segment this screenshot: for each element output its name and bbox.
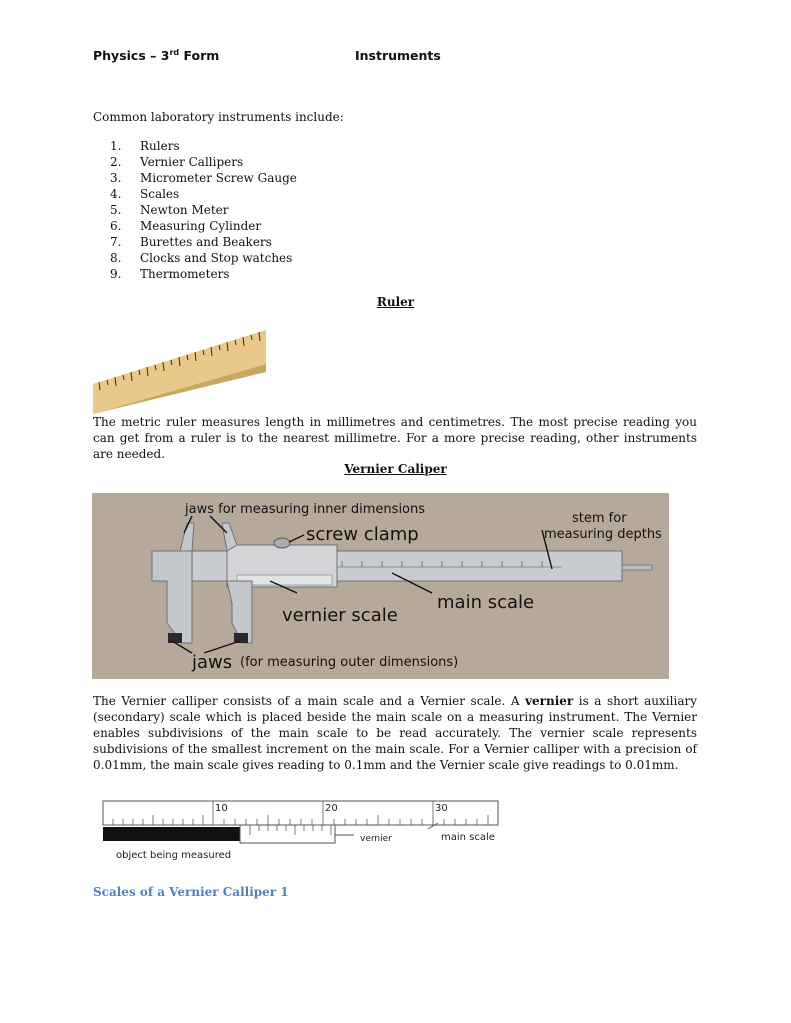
vernier-paragraph	[93, 693, 697, 773]
figure-caption: Scales of a Vernier Calliper 1	[93, 885, 289, 899]
header-subject-end: Form	[179, 48, 220, 64]
list-item	[110, 170, 297, 186]
list-number: 7.	[110, 235, 122, 249]
label-inner-jaws: jaws for measuring inner dimensions	[185, 502, 426, 517]
vernier-scale-diagram	[98, 795, 503, 865]
caliper-stem	[622, 565, 652, 570]
tick-label-30: 30	[435, 803, 448, 814]
main-scale-label: main scale	[441, 832, 495, 843]
vernier-plate	[240, 825, 335, 843]
header-subject-sup: rd	[169, 48, 180, 57]
list-number: 5.	[110, 203, 122, 217]
vernier-label: vernier	[360, 834, 392, 844]
tick-label-10: 10	[215, 803, 228, 814]
list-item	[110, 218, 297, 234]
list-item	[110, 202, 297, 218]
label-jaws: jaws	[192, 652, 233, 673]
label-vernier-scale: vernier scale	[282, 605, 398, 626]
label-main-scale: main scale	[437, 592, 535, 613]
label-jaws-note: (for measuring outer dimensions)	[240, 655, 459, 670]
header-subject-text: Physics – 3	[93, 48, 170, 64]
list-label: Micrometer Screw Gauge	[140, 171, 297, 185]
ruler-paragraph: The metric ruler measures length in millimetres and centimetres. The most precise reading you can get from a ruler is to the nearest millimetre. For a more precise reading, other instruments are needed.	[93, 415, 697, 461]
list-label: Measuring Cylinder	[140, 219, 262, 233]
label-stem-1: stem for	[572, 511, 627, 526]
list-label: Thermometers	[140, 267, 230, 281]
list-number: 2.	[110, 155, 122, 169]
list-number: 4.	[110, 187, 122, 201]
vernier-text-pre: The Vernier calliper consists of a main scale and a Vernier scale. A	[93, 694, 526, 708]
header-topic: Instruments	[355, 48, 441, 63]
list-item	[110, 186, 297, 202]
list-item	[110, 266, 297, 282]
list-number: 1.	[110, 139, 122, 153]
list-number: 9.	[110, 267, 122, 281]
list-label: Rulers	[140, 139, 180, 153]
list-label: Burettes and Beakers	[140, 235, 272, 249]
label-screw-clamp: screw clamp	[306, 524, 419, 545]
vernier-text-post: is a short auxiliary (secondary) scale which is placed beside the main scale on a measuring instrument. The Vernier enables subdivisions of the main scale to be read accurately. The vernier scale represents subdivisions of the smallest increment on the main scale. For a Vernier calliper with a precision of 0.01mm, the main scale gives reading to 0.1mm and the Vernier scale give readings to 0.01mm.	[93, 694, 697, 772]
object-bar	[103, 827, 240, 841]
instrument-list	[110, 138, 297, 282]
list-label: Clocks and Stop watches	[140, 251, 293, 265]
vernier-term: vernier	[525, 694, 574, 708]
list-label: Vernier Callipers	[140, 155, 244, 169]
list-number: 6.	[110, 219, 122, 233]
list-number: 3.	[110, 171, 122, 185]
list-number: 8.	[110, 251, 122, 265]
list-item	[110, 154, 297, 170]
list-item	[110, 138, 297, 154]
object-label: object being measured	[116, 850, 232, 861]
list-label: Newton Meter	[140, 203, 229, 217]
list-item	[110, 234, 297, 250]
intro-text: Common laboratory instruments include:	[93, 110, 344, 124]
list-label: Scales	[140, 187, 180, 201]
list-item	[110, 250, 297, 266]
tick-label-20: 20	[325, 803, 338, 814]
vernier-caliper-image	[92, 493, 669, 679]
vernier-heading: Vernier Caliper	[344, 462, 447, 476]
ruler-image	[93, 330, 266, 414]
header-subject	[93, 48, 219, 63]
label-stem-2: measuring depths	[544, 527, 662, 542]
ruler-heading: Ruler	[376, 295, 415, 309]
